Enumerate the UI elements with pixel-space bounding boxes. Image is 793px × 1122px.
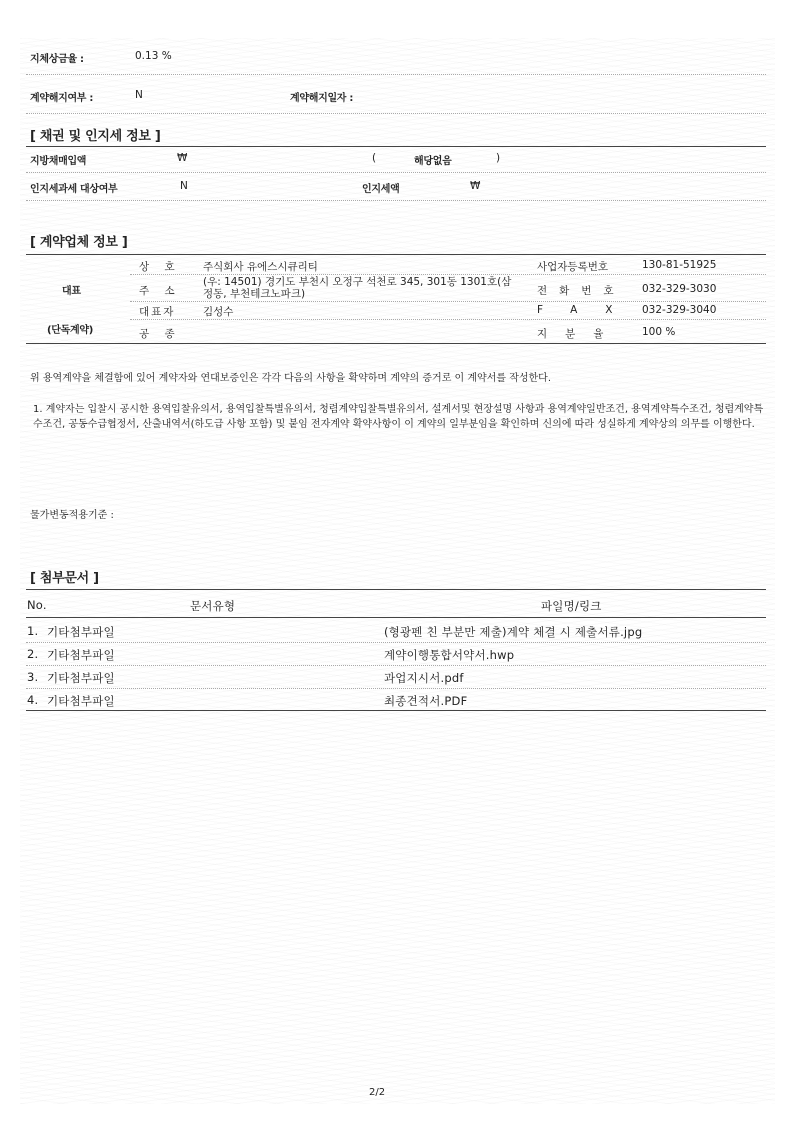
termination-value: N bbox=[135, 89, 143, 101]
attachment-type: 기타첨부파일 bbox=[47, 625, 115, 639]
share-label: 지분율 bbox=[537, 328, 622, 340]
attachment-no: 4. bbox=[27, 693, 39, 707]
ceo-value: 김성수 bbox=[203, 306, 234, 318]
phone-label: 전화번호 bbox=[537, 285, 626, 297]
company-section-title: [ 계약업체 정보 ] bbox=[30, 235, 128, 250]
address-line-1: (우: 14501) 경기도 부천시 오정구 석천로 345, 301동 1301호(삼 bbox=[203, 276, 512, 288]
stamp-tax-amount-label: 인지세액 bbox=[362, 184, 400, 195]
divider bbox=[26, 113, 766, 114]
phone-value: 032-329-3030 bbox=[642, 283, 717, 295]
attachment-file-link[interactable]: 계약이행통합서약서.hwp bbox=[384, 648, 515, 662]
business-number-value: 130-81-51925 bbox=[642, 259, 717, 271]
page-number: 2/2 bbox=[369, 1087, 386, 1098]
address-label: 주 소 bbox=[139, 285, 181, 297]
col-header-no: No. bbox=[27, 598, 47, 612]
divider bbox=[26, 200, 766, 201]
divider bbox=[26, 665, 766, 666]
stamp-tax-target-value: N bbox=[180, 180, 188, 192]
company-name-value: 주식회사 유에스시큐리티 bbox=[203, 261, 318, 273]
attachment-type: 기타첨부파일 bbox=[47, 694, 115, 708]
attachment-file-link[interactable]: 과업지시서.pdf bbox=[384, 671, 464, 685]
divider bbox=[130, 301, 766, 302]
divider bbox=[26, 74, 766, 75]
paren-close: ) bbox=[496, 152, 501, 164]
attachment-type: 기타첨부파일 bbox=[47, 671, 115, 685]
company-name-label: 상 호 bbox=[139, 261, 181, 273]
attachment-no: 1. bbox=[27, 624, 39, 638]
stamp-tax-target-label: 인지세과세 대상여부 bbox=[30, 184, 118, 195]
section-rule bbox=[26, 146, 766, 147]
divider bbox=[26, 642, 766, 643]
ceo-label: 대표자 bbox=[139, 306, 176, 318]
stamp-tax-currency: ₩ bbox=[470, 180, 481, 192]
document-page bbox=[20, 38, 775, 1104]
price-adjustment-label: 물가변동적용기준 : bbox=[30, 510, 114, 521]
attachment-file-link[interactable]: (형광펜 친 부분만 제출)계약 체결 시 제출서류.jpg bbox=[384, 625, 643, 639]
section-rule bbox=[26, 589, 766, 590]
attachment-no: 3. bbox=[27, 670, 39, 684]
divider bbox=[26, 172, 766, 173]
col-header-file: 파일명/링크 bbox=[541, 599, 602, 613]
share-value: 100 % bbox=[642, 326, 676, 338]
paren-open: ( bbox=[372, 152, 377, 164]
divider bbox=[26, 688, 766, 689]
section-rule bbox=[26, 343, 766, 344]
intro-paragraph: 위 용역계약을 체결함에 있어 계약자와 연대보증인은 각각 다음의 사항을 확약하며 계약의 증거로 이 계약서를 작성한다. bbox=[30, 373, 552, 384]
bond-section-title: [ 채권 및 인지세 정보 ] bbox=[30, 129, 161, 144]
not-applicable-text: 해당없음 bbox=[414, 156, 452, 167]
clause-1-paragraph: 1. 계약자는 입찰시 공시한 용역입찰유의서, 용역입찰특별유의서, 청렴계약입찰특별유의서, 설계서및 현장설명 사항과 용역계약일반조건, 용역계약특수조건, 청렴계약특수조건, 공동수급협정서, 산출내역서(하도급 사항 포함) 및 붙임 전자계약 확약사항이 이 계약의 일부분임을 확인하며 신의에 따라 성실하게 계약상의 의무를 이행한다. bbox=[33, 404, 764, 430]
header-rule bbox=[26, 617, 766, 618]
delay-rate-value: 0.13 % bbox=[135, 50, 172, 62]
divider bbox=[130, 319, 766, 320]
attachment-file-link[interactable]: 최종견적서.PDF bbox=[384, 694, 468, 708]
local-bond-currency: ₩ bbox=[177, 152, 188, 164]
section-rule bbox=[26, 254, 766, 255]
col-header-type: 문서유형 bbox=[190, 599, 236, 613]
address-line-2: 정동, 부천테크노파크) bbox=[203, 288, 306, 300]
attachment-no: 2. bbox=[27, 647, 39, 661]
attachment-type: 기타첨부파일 bbox=[47, 648, 115, 662]
divider bbox=[130, 274, 766, 275]
delay-rate-label: 지체상금율 : bbox=[30, 54, 84, 65]
representative-label: 대표 bbox=[62, 286, 81, 297]
business-number-label: 사업자등록번호 bbox=[537, 261, 609, 273]
fax-label: FAX bbox=[537, 304, 641, 316]
attachments-section-title: [ 첨부문서 ] bbox=[30, 571, 99, 586]
sole-contract-label: (단독계약) bbox=[47, 325, 93, 336]
termination-label: 계약해지여부 : bbox=[30, 93, 94, 104]
fax-value: 032-329-3040 bbox=[642, 304, 717, 316]
industry-label: 공 종 bbox=[139, 328, 181, 340]
local-bond-label: 지방채매입액 bbox=[30, 156, 87, 167]
table-bottom-rule bbox=[26, 710, 766, 711]
termination-date-label: 계약해지일자 : bbox=[290, 93, 354, 104]
